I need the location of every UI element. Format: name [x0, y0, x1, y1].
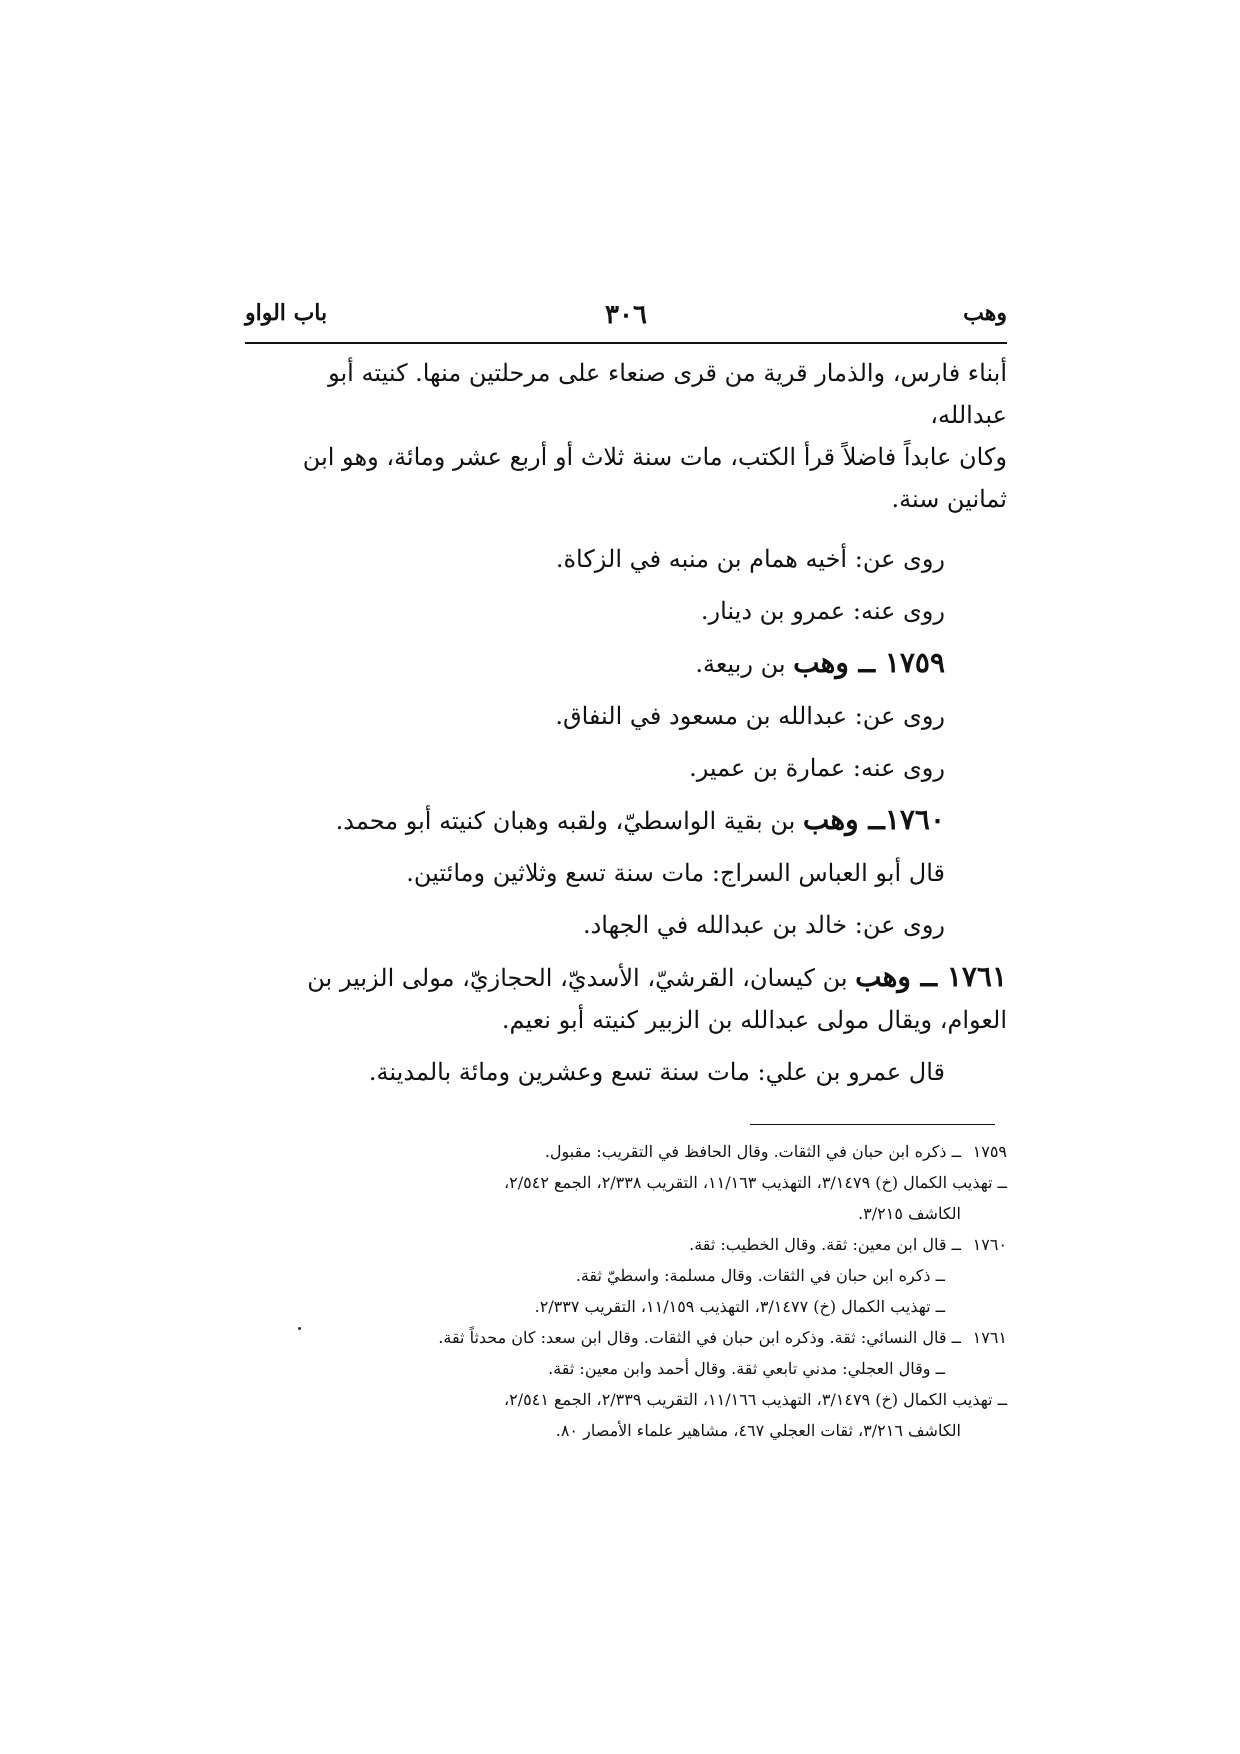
footnote-line: ــ ذكره ابن حبان في الثقات. وقال مسلمة: واسطيّ ثقة. [575, 1266, 945, 1285]
entry-number: ١٧٦١ [946, 960, 1007, 993]
entry-number: ١٧٦٠ [884, 803, 945, 836]
footnote-rule [750, 1124, 995, 1125]
death-report: قال أبو العباس السراج: مات سنة تسع وثلاثين ومائتين. [406, 859, 945, 887]
entry-dash: ــ [848, 646, 885, 679]
text-line: أبناء فارس، والذمار قرية من قرى صنعاء على مرحلتين منها. كنيته أبو عبدالله، [328, 359, 1007, 429]
narration-by: روى عنه: عمرو بن دينار. [700, 597, 945, 625]
footnote-line: الكاشف ٣/٢١٦، ثقات العجلي ٤٦٧، مشاهير علماء الأمصار ٨٠. [555, 1421, 961, 1440]
entry-text: بن بقية الواسطيّ، ولقبه وهبان كنيته أبو محمد. [335, 807, 803, 835]
narration-from: روى عن: عبدالله بن مسعود في النفاق. [555, 702, 945, 730]
footnote-number: ١٧٦٠ [972, 1235, 1007, 1254]
death-report: قال عمرو بن علي: مات سنة تسع وعشرين ومائة بالمدينة. [368, 1058, 945, 1086]
entry-number: ١٧٥٩ [884, 646, 945, 679]
text-line: العوام، ويقال مولى عبدالله بن الزبير كنيته أبو نعيم. [501, 1006, 1007, 1034]
footnote-1759 [245, 1136, 1007, 1167]
ink-speck [298, 1327, 301, 1330]
entry-text: بن كيسان، القرشيّ، الأسديّ، الحجازيّ، مولى الزبير بن [307, 964, 856, 992]
footnote-number: ١٧٦١ [972, 1328, 1007, 1347]
footnote-line: الكاشف ٣/٢١٥. [858, 1204, 961, 1223]
entry-dash: ــ [910, 960, 947, 993]
entry-dash: ــ [858, 803, 885, 836]
entry-1760 [245, 799, 1007, 842]
footnote-1760 [245, 1229, 1007, 1260]
main-text [245, 352, 1007, 1093]
running-header [245, 300, 1007, 340]
text-line: ثمانين سنة. [891, 485, 1007, 513]
entry-name: وهب [802, 803, 859, 836]
entry-name: وهب [793, 646, 849, 679]
footnote-line: ــ وقال العجلي: مدني تابعي ثقة. وقال أحمد وابن معين: ثقة. [548, 1359, 945, 1378]
page-number: ٣٠٦ [605, 300, 647, 330]
header-rule [245, 342, 1007, 344]
footnotes [245, 1136, 1007, 1446]
narration-from: روى عن: أخيه همام بن منبه في الزكاة. [555, 545, 945, 573]
header-chapter-title: باب الواو [245, 300, 328, 326]
header-entry-word: وهب [963, 300, 1007, 326]
narration-from: روى عن: خالد بن عبدالله في الجهاد. [582, 911, 945, 939]
footnote-1761 [245, 1322, 1007, 1353]
footnote-text: ــ قال النسائي: ثقة. وذكره ابن حبان في الثقات. وقال ابن سعد: كان محدثاً ثقة. [438, 1328, 961, 1347]
footnote-text: ــ ذكره ابن حبان في الثقات. وقال الحافظ في التقريب: مقبول. [544, 1142, 961, 1161]
narration-by: روى عنه: عمارة بن عمير. [689, 754, 945, 782]
footnote-line: ــ تهذيب الكمال (خ) ٣/١٤٧٧، التهذيب ١١/١٥٩، التقريب ٢/٣٣٧. [534, 1297, 945, 1316]
text-line: وكان عابداً فاضلاً قرأ الكتب، مات سنة ثلاث أو أربع عشر ومائة، وهو ابن [302, 443, 1007, 471]
entry-text: بن ربيعة. [695, 650, 794, 678]
entry-1759 [245, 642, 1007, 685]
entry-name: وهب [855, 960, 911, 993]
entry-1761 [245, 956, 1007, 999]
footnote-number: ١٧٥٩ [972, 1142, 1007, 1161]
footnote-line: ــ تهذيب الكمال (خ) ٣/١٤٧٩، التهذيب ١١/١٦٦، التقريب ٢/٣٣٩، الجمع ٢/٥٤١، [504, 1390, 1007, 1409]
footnote-text: ــ قال ابن معين: ثقة. وقال الخطيب: ثقة. [689, 1235, 961, 1254]
footnote-line: ــ تهذيب الكمال (خ) ٣/١٤٧٩، التهذيب ١١/١٦٣، التقريب ٢/٣٣٨، الجمع ٢/٥٤٢، [504, 1173, 1007, 1192]
